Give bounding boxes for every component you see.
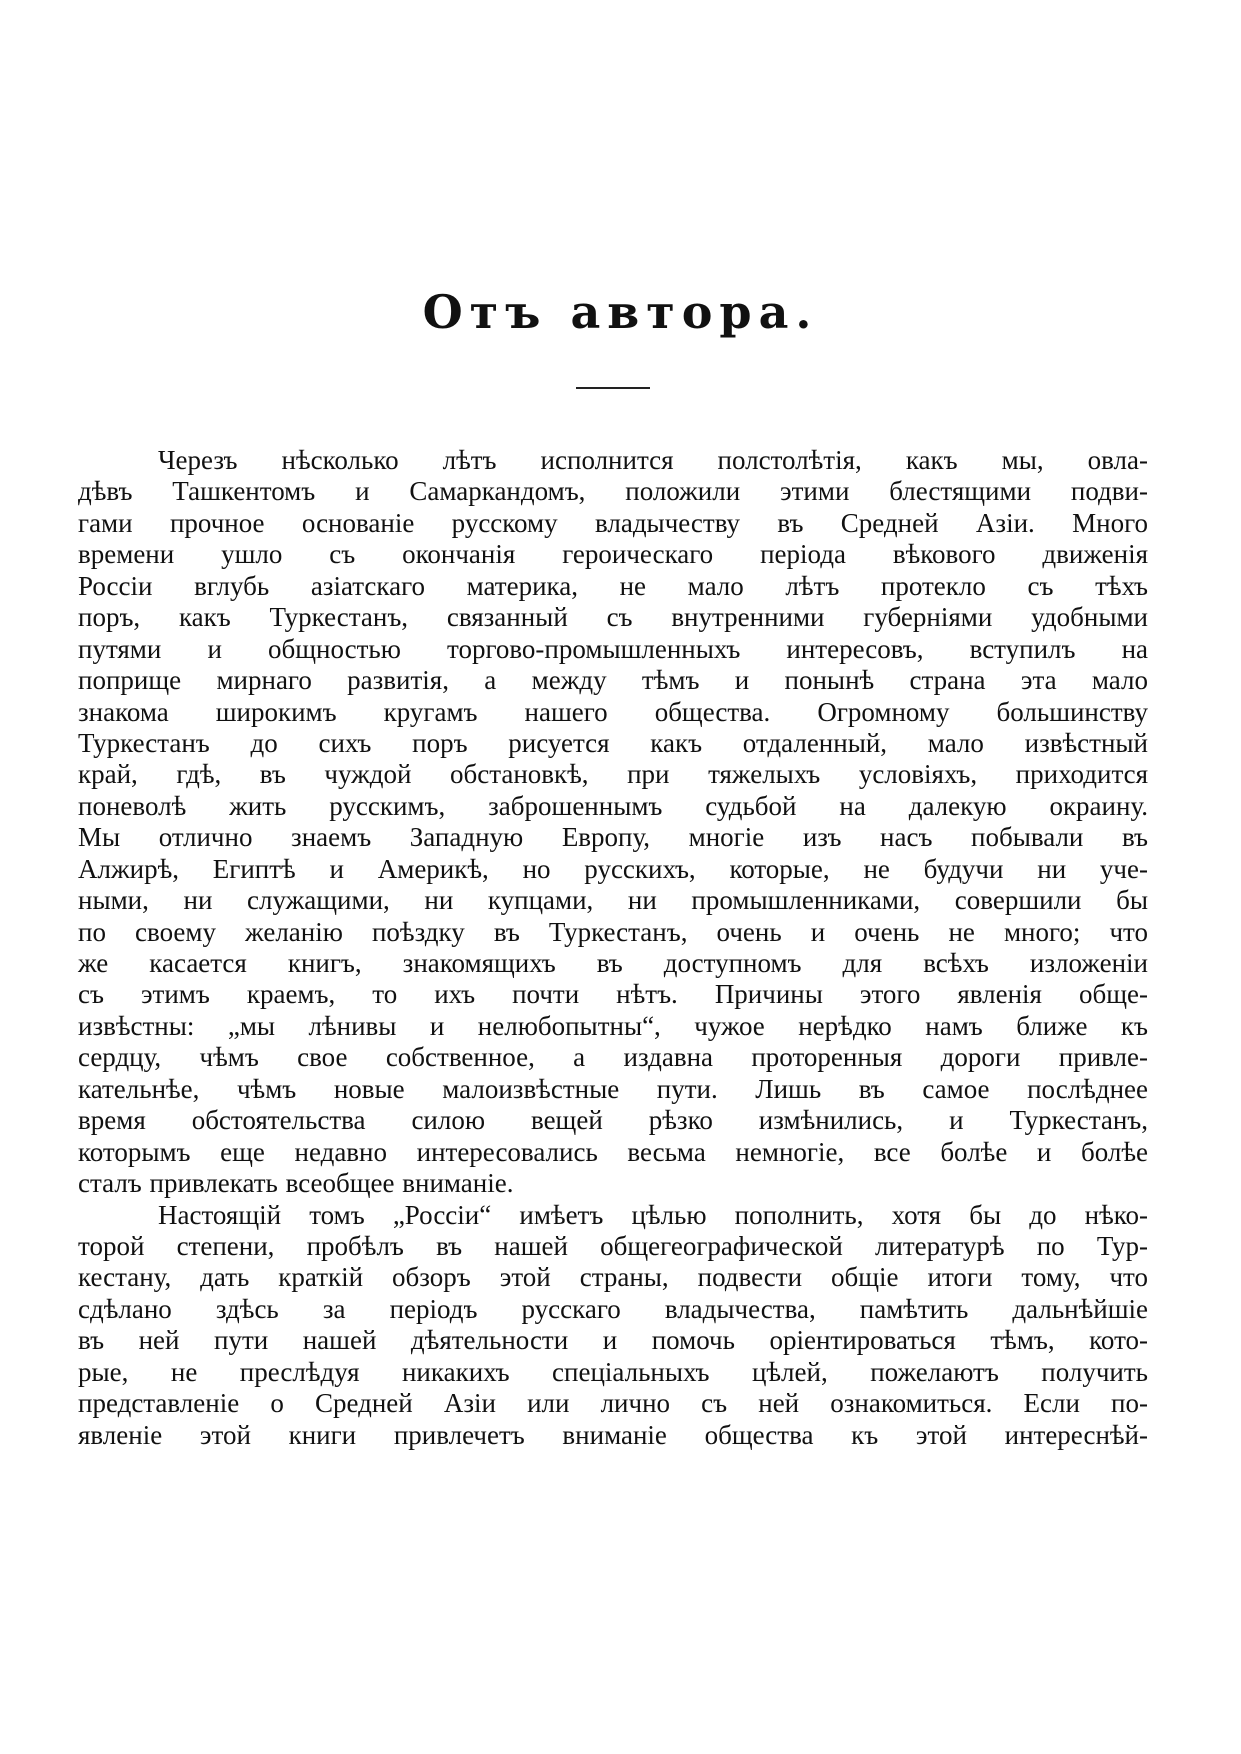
text-line: представленіе о Средней Азіи или лично съ ней ознакомиться. Если по-: [78, 1388, 1148, 1419]
text-line: Россіи вглубь азіатскаго материка, не мало лѣтъ протекло съ тѣхъ: [78, 570, 1148, 601]
text-line: путями и общностью торгово-промышленныхъ интересовъ, вступилъ на: [78, 633, 1148, 664]
text-line: гами прочное основаніе русскому владычеству въ Средней Азіи. Много: [78, 507, 1148, 538]
body-text: [78, 445, 1148, 1451]
text-line: же касается книгъ, знакомящихъ въ доступномъ для всѣхъ изложеніи: [78, 948, 1148, 978]
text-line: время обстоятельства силою вещей рѣзко измѣнились, и Туркестанъ,: [78, 1105, 1148, 1136]
text-line: которымъ еще недавно интересовались весьма немногіе, все болѣе и болѣе: [78, 1136, 1148, 1167]
text-line: Черезъ нѣсколько лѣтъ исполнится полстолѣтія, какъ мы, овла-: [158, 445, 1148, 475]
chapter-title: Отъ автора.: [422, 285, 819, 339]
paragraph-2: [78, 1200, 1148, 1452]
text-line: Туркестанъ до сихъ поръ рисуется какъ отдаленный, мало извѣстный: [78, 727, 1148, 758]
text-line: по своему желанію поѣздку въ Туркестанъ, очень и очень не много; что: [78, 916, 1148, 947]
text-line: рые, не преслѣдуя никакихъ спеціальныхъ цѣлей, пожелаютъ получить: [78, 1356, 1148, 1387]
text-line: сталъ привлекать всеобщее вниманіе.: [78, 1168, 514, 1199]
text-line: поприще мирнаго развитія, а между тѣмъ и понынѣ страна эта мало: [78, 665, 1148, 696]
text-line: кестану, дать краткій обзоръ этой страны, подвести общіе итоги тому, что: [78, 1262, 1148, 1293]
text-line: явленіе этой книги привлечетъ вниманіе общества къ этой интереснѣй-: [78, 1419, 1148, 1450]
text-line: Мы отлично знаемъ Западную Европу, многіе изъ насъ побывали въ: [78, 822, 1148, 853]
text-line: съ этимъ краемъ, то ихъ почти нѣтъ. Причины этого явленія обще-: [78, 979, 1148, 1010]
text-line: край, гдѣ, въ чуждой обстановкѣ, при тяжелыхъ условіяхъ, приходится: [78, 759, 1148, 790]
text-line: Алжирѣ, Египтѣ и Америкѣ, но русскихъ, которые, не будучи ни уче-: [78, 853, 1148, 884]
text-line: сдѣлано здѣсь за періодъ русскаго владычества, памѣтить дальнѣйшіе: [78, 1293, 1148, 1324]
text-line: въ ней пути нашей дѣятельности и помочь оріентироваться тѣмъ, кото-: [78, 1325, 1148, 1356]
text-line: Настоящій томъ „Россіи“ имѣетъ цѣлью пополнить, хотя бы до нѣко-: [158, 1199, 1148, 1230]
text-line: знакома широкимъ кругамъ нашего общества. Огромному большинству: [78, 696, 1148, 727]
text-line: кательнѣе, чѣмъ новые малоизвѣстные пути. Лишь въ самое послѣднее: [78, 1073, 1148, 1104]
text-line: дѣвъ Ташкентомъ и Самаркандомъ, положили этими блестящими подви-: [78, 476, 1148, 507]
text-line: ными, ни служащими, ни купцами, ни промышленниками, совершили бы: [78, 885, 1148, 916]
text-line: поръ, какъ Туркестанъ, связанный съ внутренними губерніями удобными: [78, 602, 1148, 633]
text-line: торой степени, пробѣлъ въ нашей общегеографической литературѣ по Тур-: [78, 1230, 1148, 1261]
title-rule: [576, 387, 650, 389]
text-line: извѣстны: „мы лѣнивы и нелюбопытны“, чужое нерѣдко намъ ближе къ: [78, 1010, 1148, 1041]
text-line: сердцу, чѣмъ свое собственное, а издавна проторенныя дороги привле-: [78, 1042, 1148, 1073]
text-line: времени ушло съ окончанія героическаго періода вѣкового движенія: [78, 539, 1148, 570]
text-line: поневолѣ жить русскимъ, заброшеннымъ судьбой на далекую окраину.: [78, 790, 1148, 821]
paragraph-1: [78, 445, 1148, 1200]
